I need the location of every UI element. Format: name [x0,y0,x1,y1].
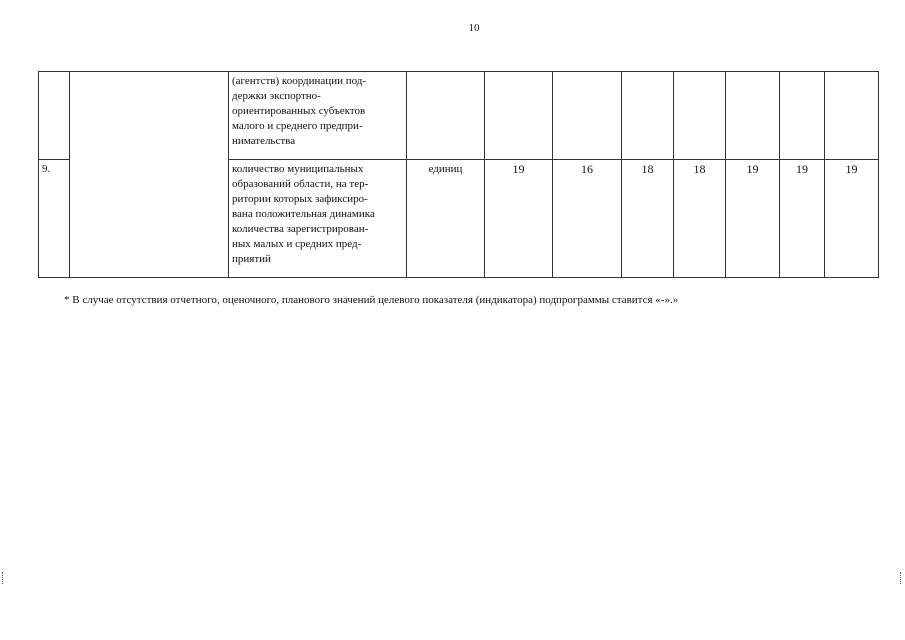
value-cell [780,72,825,160]
value-cell: 19 [780,160,825,278]
subprogram-name-cell [70,72,229,278]
description-line: (агентств) координации под- [232,75,367,87]
description-line: ориентированных субъектов [232,105,366,117]
page-number: 10 [468,22,480,34]
value-cell [674,72,726,160]
value-cell: 19 [726,160,780,278]
row-number-cell: 9. [39,160,70,278]
value-cell [825,72,879,160]
row-number-cell [39,72,70,160]
value-cell [726,72,780,160]
unit-cell: единиц [407,160,485,278]
description-line: нимательства [232,135,296,147]
indicator-description-cell [229,160,407,278]
value-cell: 19 [485,160,553,278]
value-cell: 19 [825,160,879,278]
description-line: ных малых и средних пред- [232,238,362,250]
description-line: держки экспортно- [232,90,321,102]
description-line: ритории которых зафиксиро- [232,193,368,205]
value-cell: 18 [622,160,674,278]
footnote: * В случае отсутствия отчетного, оценочного, планового значений целевого показателя (индикатора) подпрограммы ставится «-».» [64,294,679,306]
unit-cell [407,72,485,160]
scan-edge-mark-right [900,572,903,584]
value-cell: 16 [553,160,622,278]
description-line: образований области, на тер- [232,178,369,190]
value-cell: 18 [674,160,726,278]
scan-edge-mark-left [2,572,5,584]
indicators-table [38,71,879,278]
indicator-description-cell [229,72,407,160]
description-line: вана положительная динамика [232,208,375,220]
description-line: количества зарегистрирован- [232,223,369,235]
value-cell [622,72,674,160]
value-cell [485,72,553,160]
value-cell [553,72,622,160]
description-line: количество муниципальных [232,163,364,175]
table-row [39,72,879,160]
description-line: малого и среднего предпри- [232,120,363,132]
description-line: приятий [232,253,271,265]
